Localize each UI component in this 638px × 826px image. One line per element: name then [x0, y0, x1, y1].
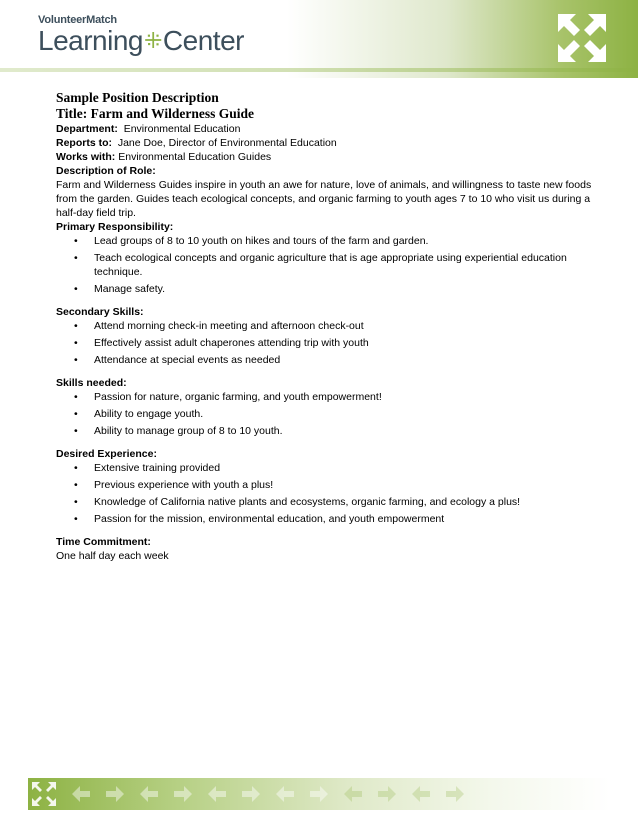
bullet-icon: • [74, 425, 78, 437]
department-line [56, 122, 596, 136]
list-item-text: Previous experience with youth a plus! [94, 479, 274, 491]
volunteermatch-logo [38, 14, 244, 55]
spacer [56, 526, 596, 535]
list-item [56, 512, 596, 526]
bullet-icon: • [74, 235, 78, 247]
skills-needed-list [56, 390, 596, 438]
bullet-icon: • [74, 479, 78, 491]
spacer [56, 367, 596, 376]
primary-responsibility-list [56, 234, 596, 296]
reports-line [56, 136, 596, 150]
list-item [56, 234, 596, 248]
spacer [56, 296, 596, 305]
list-item-text: Passion for nature, organic farming, and youth empowerment! [94, 391, 382, 403]
works-line [56, 150, 596, 164]
page-header [0, 0, 638, 78]
bullet-icon: • [74, 408, 78, 420]
list-item [56, 251, 596, 279]
desired-experience-label: Desired Experience: [56, 448, 157, 460]
document-title: Title: Farm and Wilderness Guide [56, 106, 255, 121]
list-item [56, 319, 596, 333]
list-item [56, 336, 596, 350]
list-item [56, 390, 596, 404]
page-footer [28, 778, 610, 810]
list-item [56, 478, 596, 492]
list-item-text: Ability to manage group of 8 to 10 youth. [94, 425, 283, 437]
header-stripe [0, 68, 638, 72]
time-commitment-value: One half day each week [56, 550, 169, 562]
list-item-text: Extensive training provided [94, 462, 221, 474]
logo-center-word: Center [162, 25, 244, 56]
logo-volunteermatch-text: VolunteerMatch [38, 14, 117, 26]
logo-dots-icon: ⁜ [143, 28, 162, 53]
bullet-icon: • [74, 391, 78, 403]
list-item-text: Passion for the mission, environmental education, and youth empowerment [94, 513, 445, 525]
bullet-icon: • [74, 513, 78, 525]
bullet-icon: • [74, 462, 78, 474]
secondary-skills-label: Secondary Skills: [56, 306, 144, 318]
list-item [56, 282, 596, 296]
reports-value: Jane Doe, Director of Environmental Education [117, 137, 337, 149]
bullet-icon: • [74, 496, 78, 508]
list-item-text: Ability to engage youth. [94, 408, 204, 420]
secondary-skills-list [56, 319, 596, 367]
department-label: Department: [56, 123, 118, 135]
bullet-icon: • [74, 354, 78, 366]
bullet-icon: • [74, 252, 78, 264]
list-item-text: Attendance at special events as needed [94, 354, 281, 366]
role-label: Description of Role: [56, 165, 156, 177]
works-label: Works with: [56, 151, 116, 163]
arrow-pattern-icon [28, 778, 610, 810]
spacer [56, 438, 596, 447]
document-heading: Sample Position Description [56, 90, 219, 105]
list-item-text: Manage safety. [94, 283, 166, 295]
department-value: Environmental Education [123, 123, 241, 135]
bullet-icon: • [74, 320, 78, 332]
list-item-text: Teach ecological concepts and organic agriculture that is age appropriate using experiential education technique. [94, 252, 567, 278]
bullet-icon: • [74, 283, 78, 295]
time-commitment-label: Time Commitment: [56, 536, 151, 548]
skills-needed-label: Skills needed: [56, 377, 127, 389]
logo-learning-center-text [38, 27, 244, 55]
primary-responsibility-label: Primary Responsibility: [56, 221, 174, 233]
list-item [56, 495, 596, 509]
bullet-icon: • [74, 337, 78, 349]
position-description [56, 90, 596, 563]
list-item [56, 407, 596, 421]
logo-learning-word: Learning [38, 25, 143, 56]
works-value: Environmental Education Guides [118, 151, 272, 163]
list-item [56, 353, 596, 367]
four-arrows-icon [552, 8, 612, 68]
list-item-text: Lead groups of 8 to 10 youth on hikes and tours of the farm and garden. [94, 235, 429, 247]
role-description: Farm and Wilderness Guides inspire in youth an awe for nature, love of animals, and willingness to taste new foods from the garden. Guides teach ecological concepts, and organic farming to youth ages 7 to 10 who visit us during a half-day field trip. [56, 179, 592, 219]
desired-experience-list [56, 461, 596, 526]
list-item-text: Attend morning check-in meeting and afternoon check-out [94, 320, 364, 332]
list-item-text: Effectively assist adult chaperones attending trip with youth [94, 337, 369, 349]
list-item-text: Knowledge of California native plants and ecosystems, organic farming, and ecology a plus! [94, 496, 521, 508]
list-item [56, 424, 596, 438]
reports-label: Reports to: [56, 137, 112, 149]
list-item [56, 461, 596, 475]
